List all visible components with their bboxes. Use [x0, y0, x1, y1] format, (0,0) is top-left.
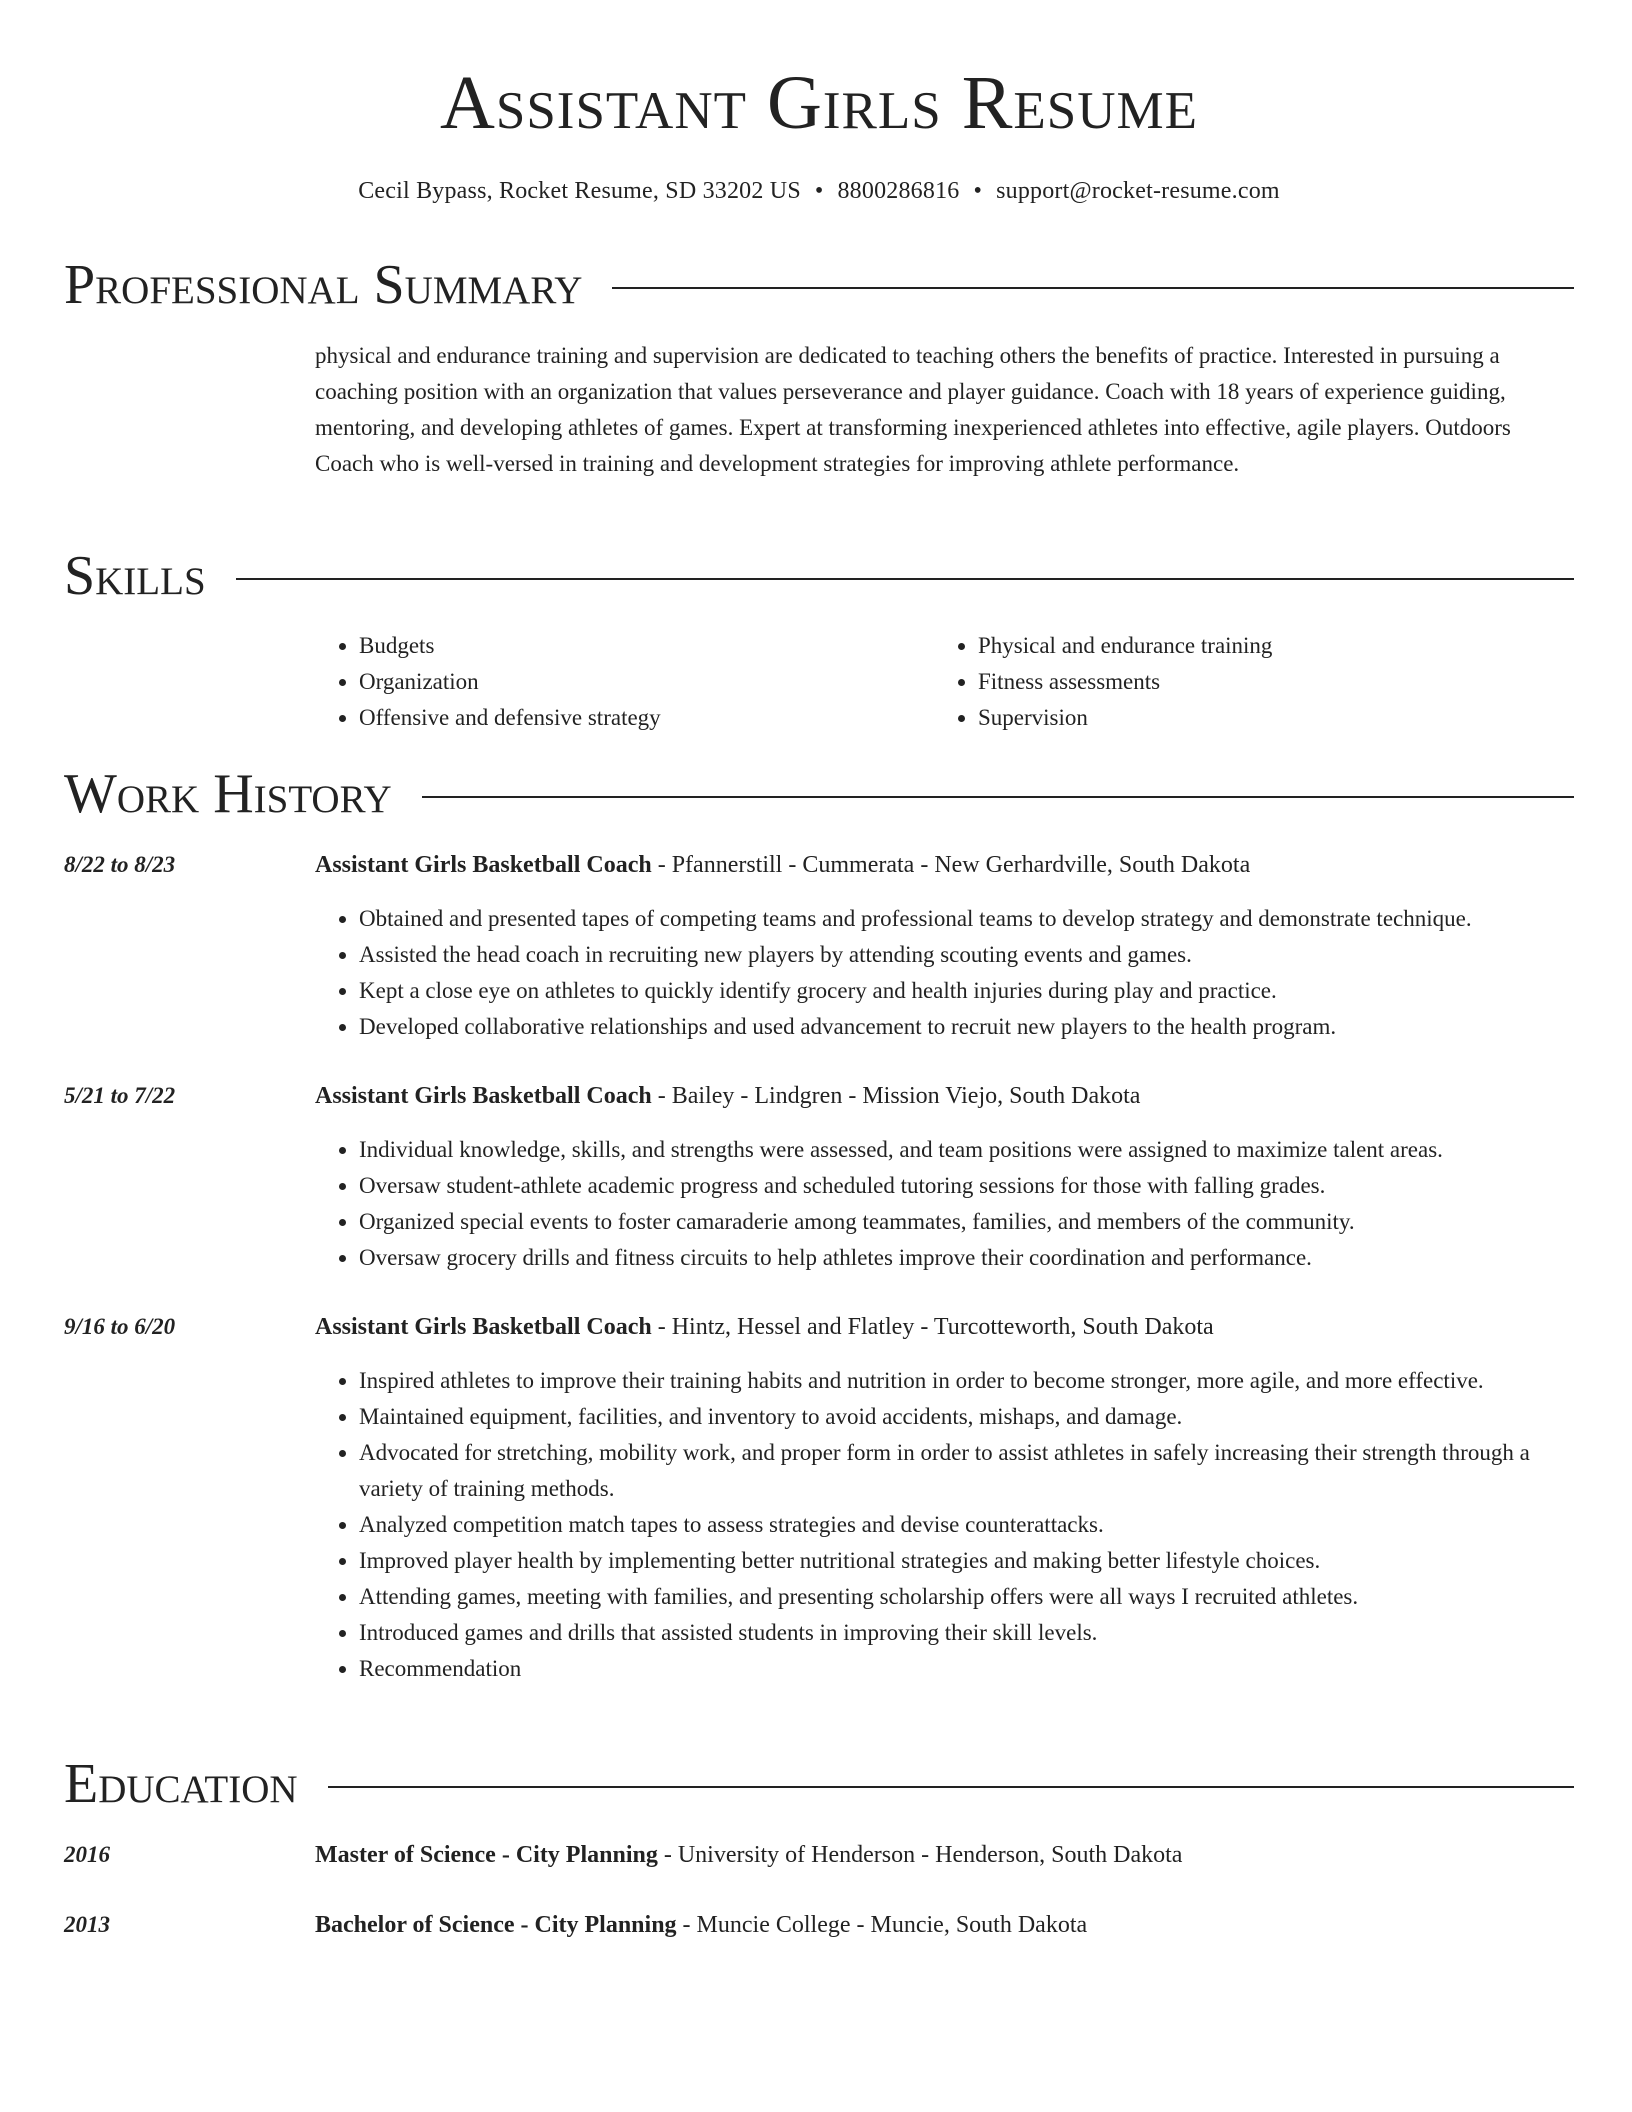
contact-email[interactable]: support@rocket-resume.com: [996, 178, 1280, 204]
work-heading: Work History: [64, 763, 392, 825]
summary-section-header: [64, 252, 1574, 318]
job-dates: 5/21 to 7/22: [64, 1083, 176, 1108]
education-degree: Master of Science - City Planning: [315, 1842, 658, 1868]
education-section-header: [64, 1751, 1574, 1817]
education-year: 2013: [64, 1912, 110, 1937]
job-bullet: • Inspired athletes to improve their training habits and nutrition in order to become stronger, more agile, and more effective.: [359, 1363, 1574, 1399]
job-location: New Gerhardville, South Dakota: [934, 852, 1251, 878]
section-divider: [612, 287, 1574, 289]
job-title: Assistant Girls Basketball Coach: [315, 1314, 652, 1340]
skills-column-right: [934, 628, 1553, 736]
job-bullet: • Individual knowledge, skills, and strengths were assessed, and team positions were assigned to maximize talent areas.: [359, 1132, 1574, 1168]
job-separator: -: [920, 852, 929, 878]
job-bullet: • Attending games, meeting with families, and presenting scholarship offers were all ways I recruited athletes.: [359, 1579, 1574, 1615]
job-title: Assistant Girls Basketball Coach: [315, 1083, 652, 1109]
education-separator: -: [682, 1912, 691, 1938]
job-dates: 9/16 to 6/20: [64, 1314, 176, 1339]
skill-item: • Physical and endurance training: [978, 628, 1553, 664]
work-section-header: [64, 761, 1574, 827]
job-heading: [315, 847, 1574, 883]
education-heading-line: [315, 1837, 1574, 1873]
contact-address: Cecil Bypass, Rocket Resume, SD 33202 US: [358, 178, 801, 204]
job-location: Turcotteworth, South Dakota: [933, 1314, 1214, 1340]
skill-item: • Fitness assessments: [978, 664, 1553, 700]
education-location: Henderson, South Dakota: [935, 1842, 1183, 1868]
summary-text: physical and endurance training and supervision are dedicated to teaching others the benefits of practice. Interested in pursuing a coaching position with an organization that values perseverance and player guidance. Coach with 18 years of experience guiding, mentoring, and developing athletes of games. Expert at transforming inexperienced athletes into effective, agile players. Outdoors Coach who is well-versed in training and development strategies for improving athlete performance.: [315, 343, 1511, 476]
job-bullet: • Oversaw student-athlete academic progress and scheduled tutoring sessions for those with falling grades.: [359, 1168, 1574, 1204]
resume-title: Assistant Girls Resume: [439, 61, 1199, 145]
job-heading: [315, 1309, 1574, 1345]
job-separator: -: [657, 852, 666, 878]
education-degree: Bachelor of Science - City Planning: [315, 1912, 677, 1938]
job-bullet: • Obtained and presented tapes of competing teams and professional teams to develop strategy and demonstrate technique.: [359, 901, 1574, 937]
job-separator: -: [657, 1083, 666, 1109]
job-bullet: • Recommendation: [359, 1651, 1574, 1687]
contact-phone: 8800286816: [837, 178, 960, 204]
skill-item: • Organization: [359, 664, 934, 700]
education-separator: -: [856, 1912, 865, 1938]
job-bullet: • Kept a close eye on athletes to quickly identify grocery and health injuries during play and practice.: [359, 973, 1574, 1009]
education-separator: -: [921, 1842, 930, 1868]
job-separator: -: [657, 1314, 666, 1340]
job-separator: -: [848, 1083, 857, 1109]
job-bullet: • Maintained equipment, facilities, and inventory to avoid accidents, mishaps, and damage.: [359, 1399, 1574, 1435]
education-heading-line: [315, 1907, 1574, 1943]
job-bullet: • Introduced games and drills that assisted students in improving their skill levels.: [359, 1615, 1574, 1651]
section-divider: [328, 1786, 1574, 1788]
job-location: Mission Viejo, South Dakota: [862, 1083, 1141, 1109]
contact-separator: •: [814, 178, 824, 204]
education-location: Muncie, South Dakota: [870, 1912, 1088, 1938]
skill-item: • Supervision: [978, 700, 1553, 736]
job-bullets: [315, 901, 1574, 1045]
job-employer: Pfannerstill - Cummerata: [671, 852, 915, 878]
job-heading: [315, 1078, 1574, 1114]
job-bullet: • Assisted the head coach in recruiting new players by attending scouting events and games.: [359, 937, 1574, 973]
job-bullet: • Organized special events to foster camaraderie among teammates, families, and members of the community.: [359, 1204, 1574, 1240]
contact-line: [64, 174, 1574, 208]
job-bullet: • Improved player health by implementing better nutritional strategies and making better lifestyle choices.: [359, 1543, 1574, 1579]
job-bullet: • Oversaw grocery drills and fitness circuits to help athletes improve their coordination and performance.: [359, 1240, 1574, 1276]
section-divider: [236, 578, 1574, 580]
section-divider: [422, 796, 1574, 798]
job-bullets: [315, 1363, 1574, 1687]
education-year: 2016: [64, 1842, 110, 1867]
education-heading: Education: [64, 1753, 298, 1815]
job-title: Assistant Girls Basketball Coach: [315, 852, 652, 878]
contact-separator: •: [973, 178, 983, 204]
job-separator: -: [920, 1314, 929, 1340]
job-employer: Hintz, Hessel and Flatley: [671, 1314, 915, 1340]
skills-column-left: [315, 628, 934, 736]
skills-list: [315, 628, 1574, 736]
job-bullet: • Advocated for stretching, mobility work, and proper form in order to assist athletes in safely increasing their strength through a variety of training methods.: [359, 1435, 1574, 1507]
job-employer: Bailey - Lindgren: [671, 1083, 843, 1109]
job-dates: 8/22 to 8/23: [64, 852, 176, 877]
summary-heading: Professional Summary: [64, 254, 583, 316]
education-school: Muncie College: [696, 1912, 851, 1938]
skill-item: • Offensive and defensive strategy: [359, 700, 934, 736]
education-separator: -: [663, 1842, 672, 1868]
skills-heading: Skills: [64, 545, 206, 607]
skills-section-header: [64, 543, 1574, 609]
job-bullets: [315, 1132, 1574, 1276]
job-bullet: • Analyzed competition match tapes to assess strategies and devise counterattacks.: [359, 1507, 1574, 1543]
skill-item: • Budgets: [359, 628, 934, 664]
job-bullet: • Developed collaborative relationships and used advancement to recruit new players to the health program.: [359, 1009, 1574, 1045]
education-school: University of Henderson: [677, 1842, 916, 1868]
